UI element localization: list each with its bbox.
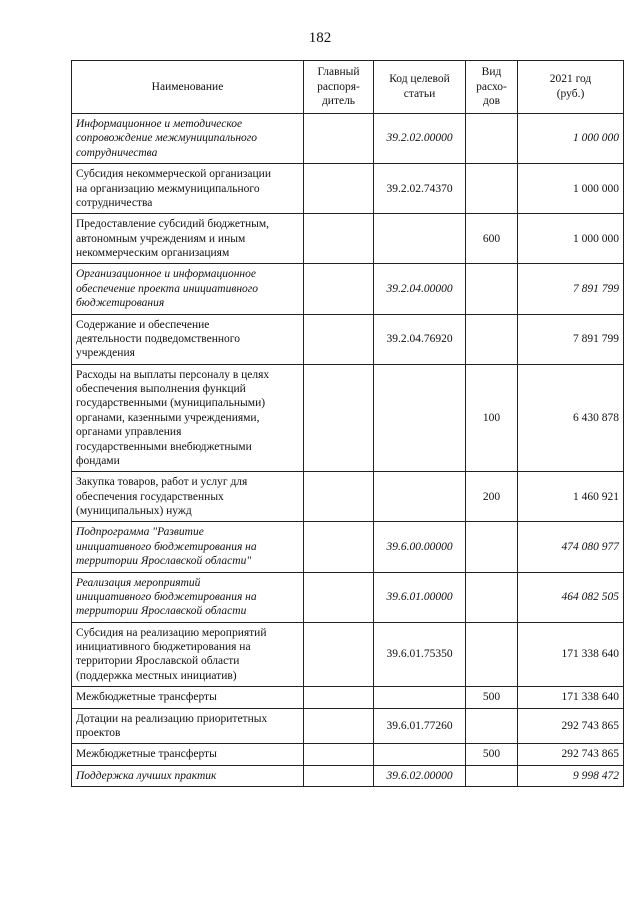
cell-amount: 1 460 921 — [518, 472, 624, 522]
cell-code — [374, 214, 466, 264]
cell-name — [72, 214, 304, 264]
cell-name — [72, 708, 304, 744]
cell-amount: 6 430 878 — [518, 364, 624, 472]
budget-table — [71, 60, 624, 787]
table-row — [72, 264, 624, 314]
cell-admin — [304, 765, 374, 786]
cell-expense: 100 — [466, 364, 518, 472]
cell-name — [72, 164, 304, 214]
cell-code: 39.2.02.00000 — [374, 114, 466, 164]
cell-name — [72, 264, 304, 314]
table-row — [72, 765, 624, 786]
header-code — [374, 61, 466, 114]
cell-name-line: Информационное и методическое — [76, 118, 243, 130]
cell-amount: 464 082 505 — [518, 572, 624, 622]
cell-amount: 7 891 799 — [518, 314, 624, 364]
header-expense-line: Вид — [481, 65, 502, 78]
cell-amount: 1 000 000 — [518, 164, 624, 214]
header-admin-line: распоря- — [317, 80, 360, 93]
header-amount-line: 2021 год — [549, 73, 592, 86]
cell-admin — [304, 314, 374, 364]
cell-expense: 500 — [466, 687, 518, 708]
cell-name — [72, 765, 304, 786]
cell-name-line: обеспечение проекта инициативного — [76, 282, 259, 295]
cell-name-line: (поддержка местных инициатив) — [76, 669, 237, 682]
cell-name-line: Расходы на выплаты персоналу в целях — [76, 368, 270, 381]
cell-name-line: государственными (муниципальными) — [76, 397, 266, 410]
cell-name-line: Поддержка лучших практик — [76, 769, 217, 782]
cell-code: 39.6.01.77260 — [374, 708, 466, 744]
cell-name-line: Субсидия некоммерческой организации — [76, 168, 271, 181]
cell-expense: 600 — [466, 214, 518, 264]
cell-amount: 474 080 977 — [518, 522, 624, 572]
table-row — [72, 572, 624, 622]
cell-expense — [466, 708, 518, 744]
cell-code: 39.2.02.74370 — [374, 164, 466, 214]
cell-expense: 500 — [466, 744, 518, 765]
cell-expense — [466, 114, 518, 164]
cell-admin — [304, 264, 374, 314]
cell-name-line: территории Ярославской области" — [76, 555, 252, 568]
table-row — [72, 687, 624, 708]
cell-amount: 171 338 640 — [518, 687, 624, 708]
header-admin — [304, 61, 374, 114]
cell-amount: 7 891 799 — [518, 264, 624, 314]
cell-expense — [466, 522, 518, 572]
header-admin-line: дитель — [321, 95, 356, 108]
cell-name-line: инициативного бюджетирования на — [76, 540, 257, 553]
cell-admin — [304, 364, 374, 472]
header-amount-line: (руб.) — [556, 88, 585, 100]
cell-admin — [304, 114, 374, 164]
table-header-row — [72, 61, 624, 114]
cell-name-line: проектов — [76, 726, 121, 739]
cell-name-line: сотрудничества — [76, 196, 153, 209]
cell-name-line: (муниципальных) нужд — [76, 505, 192, 517]
cell-name-line: обеспечения государственных — [76, 490, 224, 503]
cell-name-line: Организационное и информационное — [76, 268, 256, 281]
cell-name — [72, 687, 304, 708]
cell-name-line: сотрудничества — [76, 146, 158, 159]
cell-code — [374, 364, 466, 472]
header-expense — [466, 61, 518, 114]
table-row — [72, 364, 624, 472]
cell-code — [374, 472, 466, 522]
header-amount — [518, 61, 624, 114]
cell-admin — [304, 214, 374, 264]
table-row — [72, 622, 624, 687]
cell-name-line: Реализация мероприятий — [76, 576, 201, 589]
cell-expense — [466, 572, 518, 622]
cell-code: 39.6.01.00000 — [374, 572, 466, 622]
page-number: 182 — [308, 30, 332, 46]
table-row — [72, 522, 624, 572]
cell-amount: 1 000 000 — [518, 114, 624, 164]
cell-name-line: фондами — [76, 454, 120, 467]
cell-name — [72, 572, 304, 622]
cell-name — [72, 744, 304, 765]
cell-admin — [304, 472, 374, 522]
cell-admin — [304, 572, 374, 622]
table-row — [72, 744, 624, 765]
cell-name-line: бюджетирования — [76, 297, 165, 310]
cell-name — [72, 622, 304, 687]
cell-name-line: учреждения — [76, 347, 135, 360]
cell-name-line: Субсидия на реализацию мероприятий — [76, 626, 267, 639]
cell-code — [374, 744, 466, 765]
cell-name-line: органами управления — [76, 426, 182, 439]
cell-name-line: деятельности подведомственного — [76, 332, 240, 345]
cell-name-line: на организацию межмуниципального — [76, 182, 260, 195]
cell-expense — [466, 164, 518, 214]
cell-name — [72, 472, 304, 522]
table-row — [72, 472, 624, 522]
cell-expense — [466, 622, 518, 687]
cell-admin — [304, 522, 374, 572]
header-admin-line: Главный — [317, 65, 360, 78]
cell-code: 39.6.00.00000 — [374, 522, 466, 572]
cell-name-line: территории Ярославской области — [76, 605, 247, 618]
cell-code: 39.6.02.00000 — [374, 765, 466, 786]
cell-name — [72, 364, 304, 472]
cell-admin — [304, 708, 374, 744]
cell-code: 39.2.04.76920 — [374, 314, 466, 364]
cell-name — [72, 114, 304, 164]
header-expense-line: дов — [482, 95, 501, 108]
cell-amount: 171 338 640 — [518, 622, 624, 687]
cell-expense — [466, 314, 518, 364]
cell-amount: 292 743 865 — [518, 708, 624, 744]
table-row — [72, 708, 624, 744]
cell-name-line: государственными внебюджетными — [76, 440, 252, 453]
cell-expense: 200 — [466, 472, 518, 522]
cell-name — [72, 522, 304, 572]
table-row — [72, 314, 624, 364]
cell-admin — [304, 622, 374, 687]
cell-admin — [304, 744, 374, 765]
table-body — [72, 114, 624, 787]
cell-name-line: автономным учреждениям и иным — [76, 232, 246, 245]
cell-expense — [466, 264, 518, 314]
cell-admin — [304, 164, 374, 214]
cell-name-line: инициативного бюджетирования на — [76, 641, 251, 653]
cell-name — [72, 314, 304, 364]
header-name — [72, 61, 304, 114]
cell-name-line: территории Ярославской области — [76, 655, 240, 668]
cell-amount: 9 998 472 — [518, 765, 624, 786]
cell-code — [374, 687, 466, 708]
cell-name-line: Закупка товаров, работ и услуг для — [76, 476, 248, 489]
cell-code: 39.2.04.00000 — [374, 264, 466, 314]
cell-amount: 1 000 000 — [518, 214, 624, 264]
cell-name-line: Межбюджетные трансферты — [76, 691, 217, 704]
cell-name-line: Дотации на реализацию приоритетных — [76, 712, 268, 725]
cell-expense — [466, 765, 518, 786]
cell-name-line: обеспечения выполнения функций — [76, 383, 246, 395]
cell-admin — [304, 687, 374, 708]
header-code-line: Код целевой — [389, 73, 450, 86]
cell-name-line: Содержание и обеспечение — [76, 318, 210, 331]
header-code-line: статьи — [403, 88, 436, 100]
header-expense-line: расхо- — [476, 80, 507, 93]
table-row — [72, 164, 624, 214]
header-name-label: Наименование — [151, 80, 224, 93]
table-row — [72, 114, 624, 164]
cell-amount: 292 743 865 — [518, 744, 624, 765]
cell-name-line: некоммерческим организациям — [76, 247, 230, 259]
table-row — [72, 214, 624, 264]
cell-name-line: Подпрограмма "Развитие — [76, 526, 204, 539]
cell-name-line: сопровождение межмуниципального — [76, 132, 258, 145]
cell-name-line: инициативного бюджетирования на — [76, 590, 257, 603]
cell-name-line: Межбюджетные трансферты — [76, 748, 217, 761]
cell-name-line: Предоставление субсидий бюджетным, — [76, 218, 270, 231]
cell-code: 39.6.01.75350 — [374, 622, 466, 687]
cell-name-line: органами, казенными учреждениями, — [76, 411, 260, 424]
